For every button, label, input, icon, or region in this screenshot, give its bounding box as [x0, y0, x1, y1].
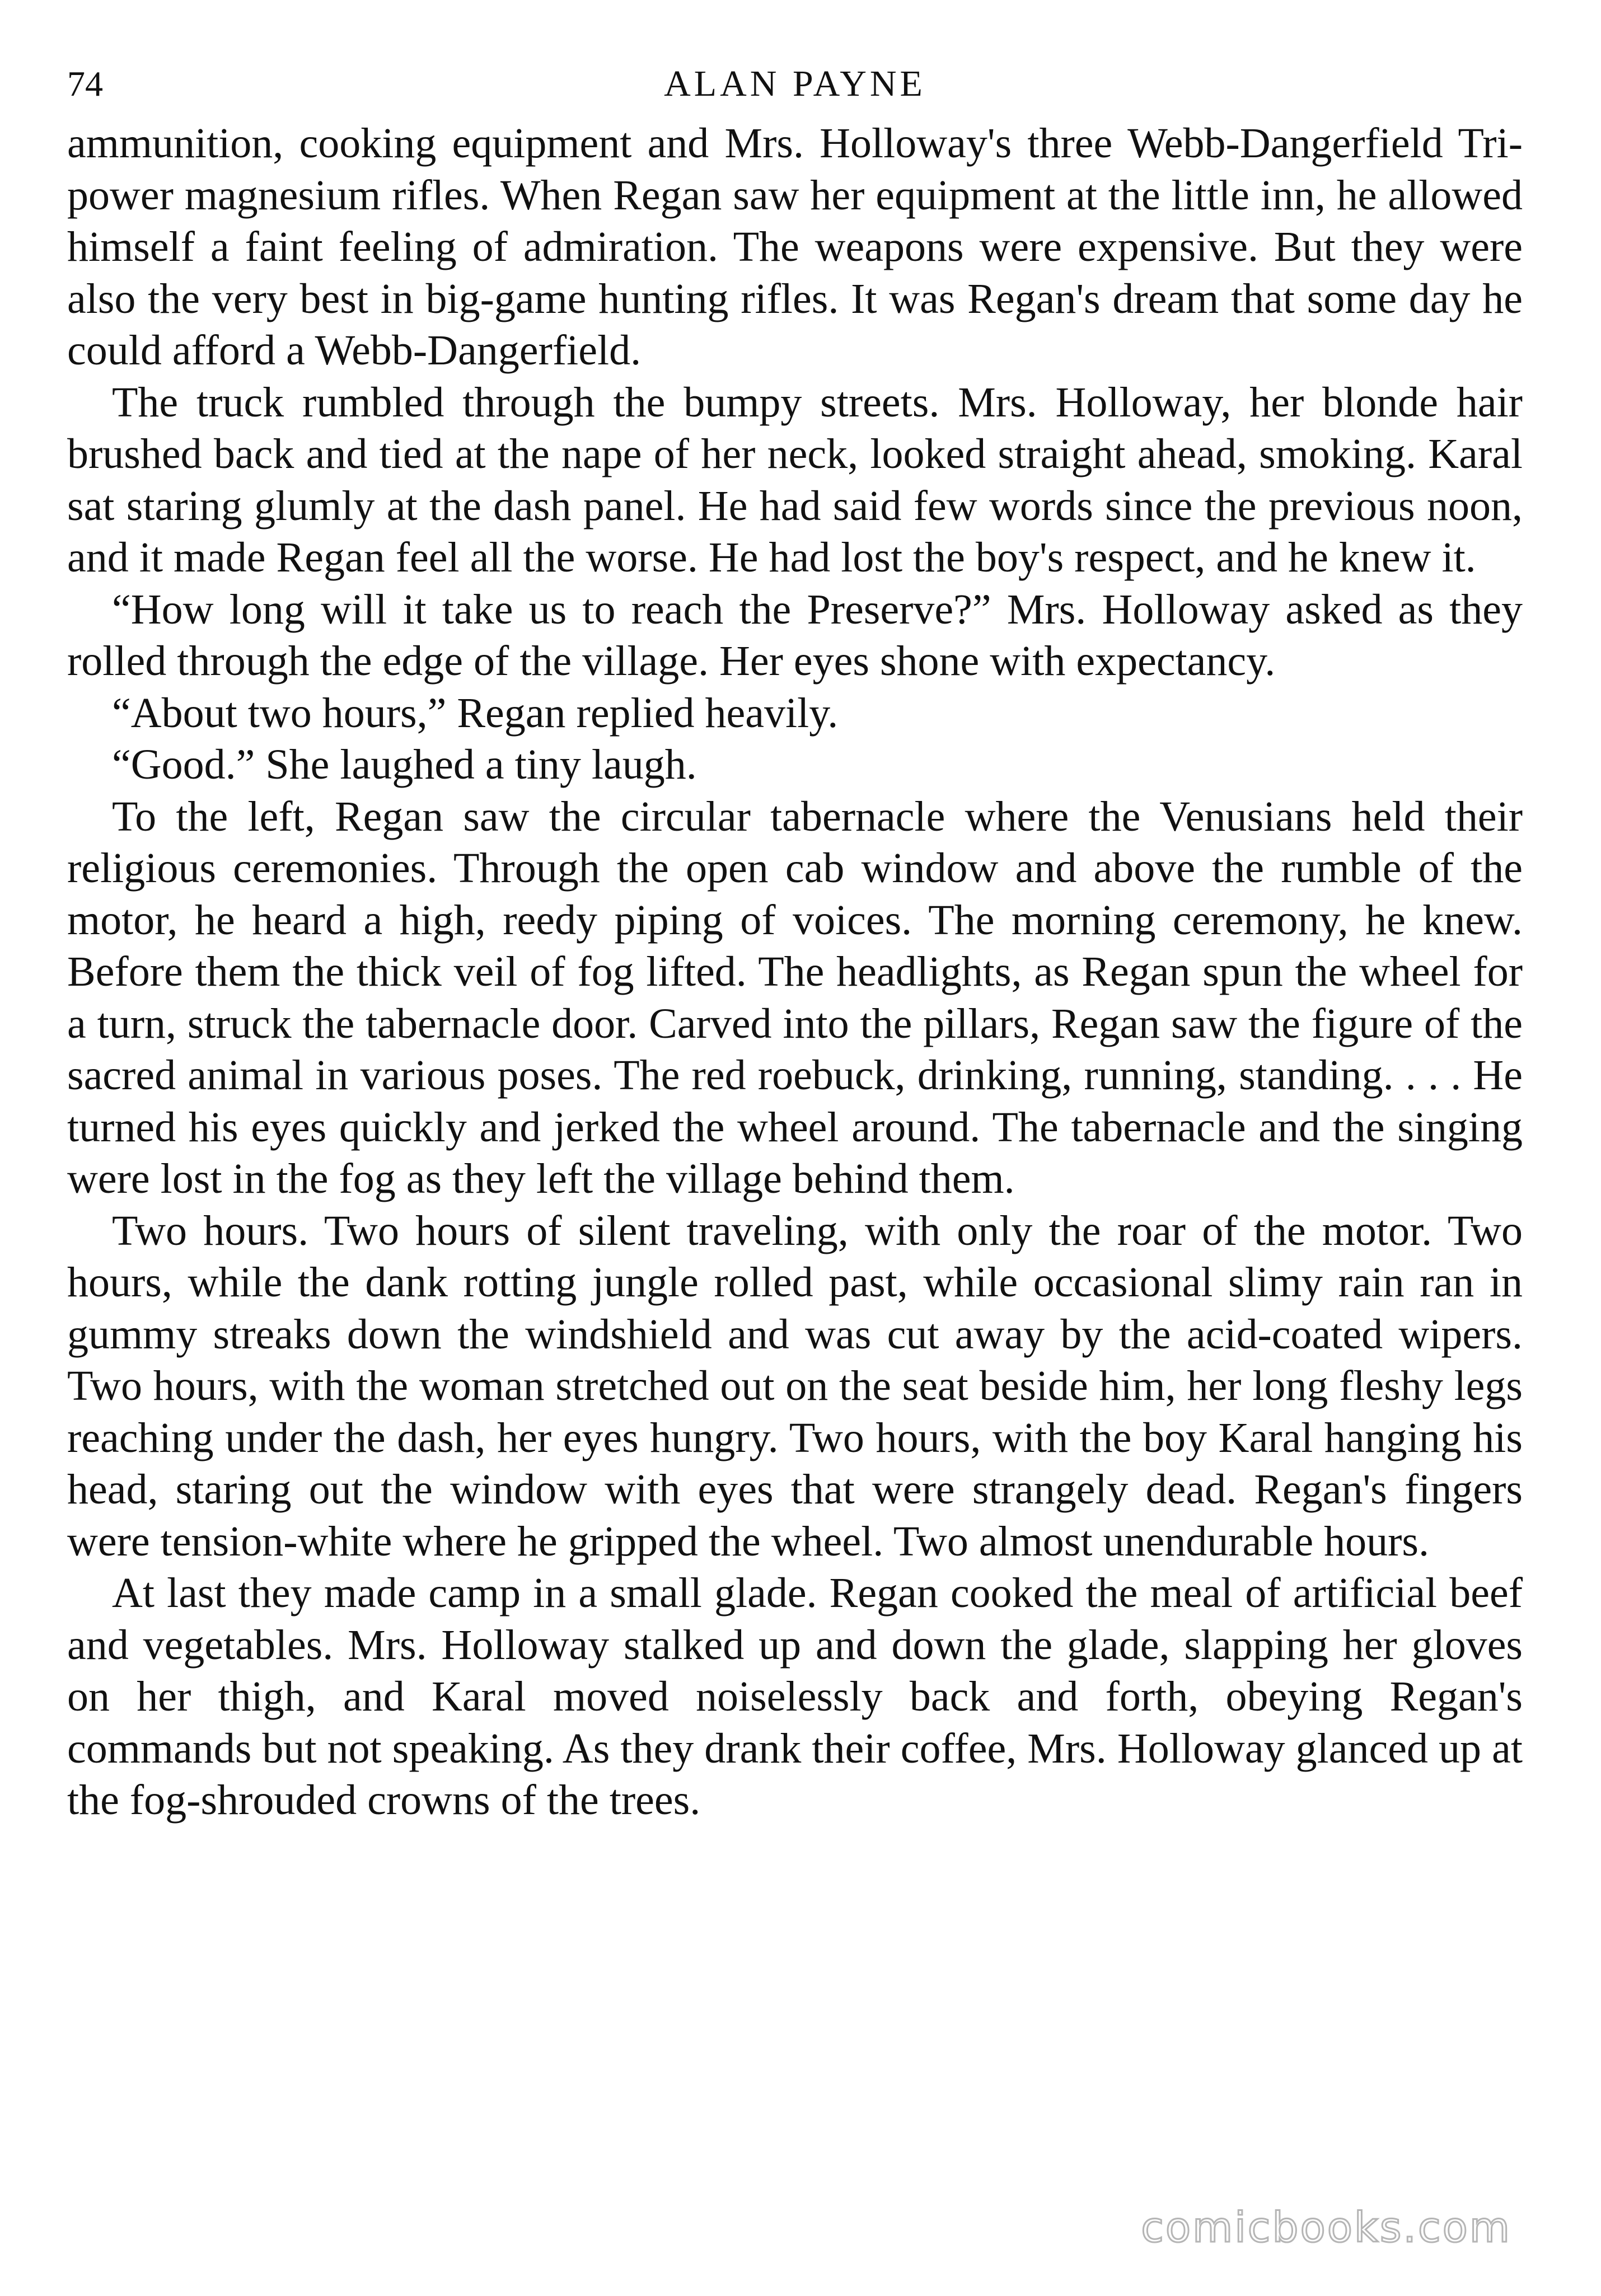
paragraph: The truck rumbled through the bumpy streets. Mrs. Holloway, her blonde hair brushed back and tied at the nape of her neck, looked straight ahead, smoking. Karal sat staring glumly at the dash panel. He had said few words since the previous noon, and it made Regan feel all the worse. He had lost the boy's respect, and he knew it. [67, 378, 1523, 581]
body-text [67, 118, 1523, 1826]
page-header [67, 56, 1523, 118]
paragraph: ammunition, cooking equipment and Mrs. Holloway's three Webb-Dangerfield Tri-power magnesium rifles. When Regan saw her equipment at the little inn, he allowed himself a faint feeling of admiration. The weapons were expensive. But they were also the very best in big-game hunting rifles. It was Regan's dream that some day he could afford a Webb-Dangerfield. [67, 120, 1523, 374]
paragraph: At last they made camp in a small glade. Regan cooked the meal of artificial beef and vegetables. Mrs. Holloway stalked up and down the glade, slapping her gloves on her thigh, and Karal moved noiselessly back and forth, obeying Regan's commands but not speaking. As they drank their coffee, Mrs. Holloway glanced up at the fog-shrouded crowns of the trees. [67, 1569, 1523, 1824]
running-head: ALAN PAYNE [664, 63, 926, 104]
paragraph: “How long will it take us to reach the Preserve?” Mrs. Holloway asked as they rolled through the edge of the village. Her eyes shone with expectancy. [67, 585, 1523, 685]
paragraph: To the left, Regan saw the circular tabernacle where the Venusians held their religious ceremonies. Through the open cab window and above the rumble of the motor, he heard a high, reedy piping of voices. The morning ceremony, he knew. Before them the thick veil of fog lifted. The headlights, as Regan spun the wheel for a turn, struck the tabernacle door. Carved into the pillars, Regan saw the figure of the sacred animal in various poses. The red roebuck, drinking, running, standing. . . . He turned his eyes quickly and jerked the wheel around. The tabernacle and the singing were lost in the fog as they left the village behind them. [67, 793, 1523, 1202]
paragraph: “Good.” She laughed a tiny laugh. [112, 741, 697, 788]
paragraph: “About two hours,” Regan replied heavily. [112, 689, 839, 737]
page-number: 74 [67, 64, 103, 104]
site-watermark: comicbooks.com [1141, 2204, 1511, 2252]
paragraph: Two hours. Two hours of silent traveling, with only the roar of the motor. Two hours, while the dank rotting jungle rolled past, while occasional slimy rain ran in gummy streaks down the windshield and was cut away by the acid-coated wipers. Two hours, with the woman stretched out on the seat beside him, her long fleshy legs reaching under the dash, her eyes hungry. Two hours, with the boy Karal hanging his head, staring out the window with eyes that were strangely dead. Regan's fingers were tension-white where he gripped the wheel. Two almost unendurable hours. [67, 1207, 1523, 1565]
